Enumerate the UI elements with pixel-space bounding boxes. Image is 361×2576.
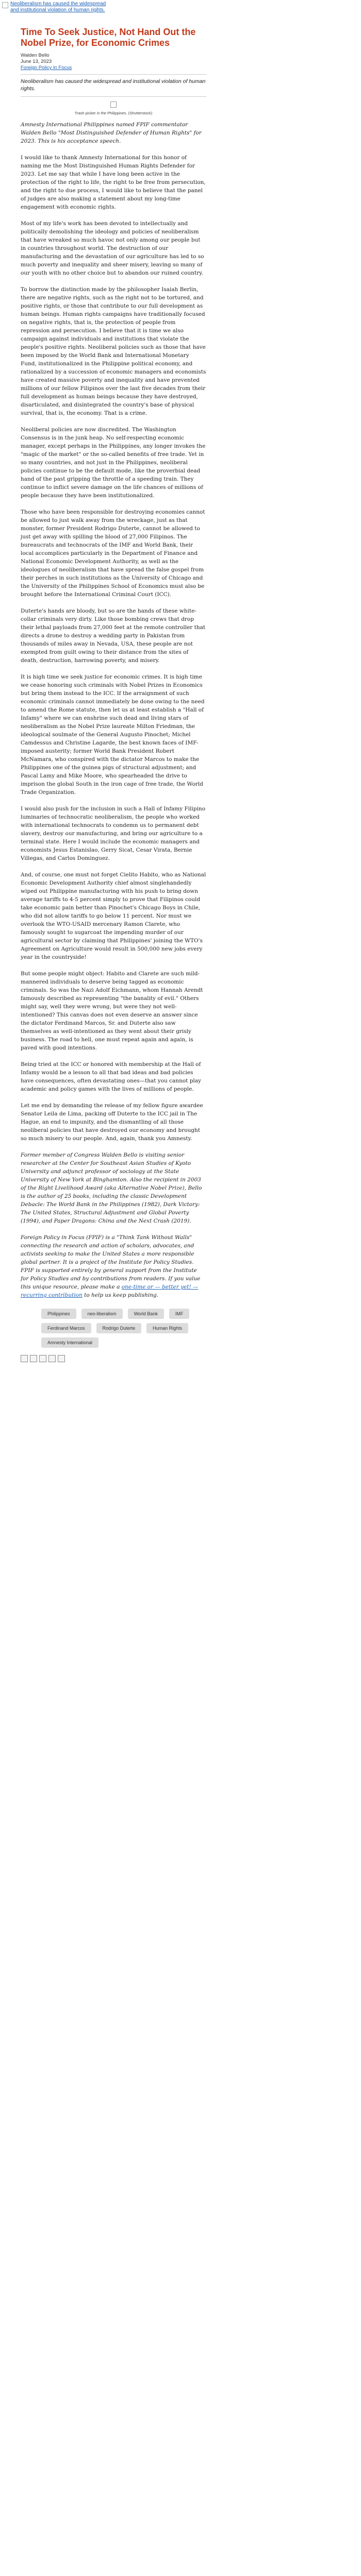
article-subhead: Neoliberalism has caused the widespread and institutional violation of human rights. [21,78,206,92]
share-icon[interactable] [39,1355,46,1362]
tag-amnesty-international[interactable]: Amnesty International [41,1337,99,1348]
body-paragraph: To borrow the distinction made by the philosopher Isaiah Berlin, there are negative rights, such as the right not to be tortured, and positive rights, or those that contribute to our full development as human beings. Human rights campaigns have traditionally focused on negative rights, that is, the protection of people from repression and persecution. I believe that it is time we also campaign against individuals and institutions that violate the people's positive rights. Neoliberal policies such as those that have been imposed by the World Bank and International Monetary Fund, institutionalized in the Philippine political economy, and rationalized by a succession of economic managers and economists have created massive poverty and inequality and have prevented millions of our fellow Filipinos over the last five decades from their full development as human beings because they have destroyed, disarticulated, and disintegrated the country's base of physical survival, that is, the economy. That is a crime. [21,286,206,416]
body-paragraph: And, of course, one must not forget Cielito Habito, who as National Economic Development Authority chief almost singlehandedly wiped out Philippine manufacturing with his push to bring down average tariffs to 4-5 percent simply to prove that Filipinos could take economic pain better than Pinochet's Chicago Boys in Chile, who did not allow tariffs to go below 11 percent. Nor must we overlook the WTO-USAID mercenary Ramon Clarete, who famously sought to sugarcoat the impending murder of our agricultural sector by claiming that Philippines' joining the WTO's Agreement on Agriculture would result in 500,000 new jobs every year in the countryside! [21,872,206,960]
share-icon[interactable] [21,1355,28,1362]
body-paragraph: I would also push for the inclusion in such a Hall of Infamy Filipino luminaries of technocratic neoliberalism, the people who worked with international technocrats to condemn us to permanent debt slavery, destroy our manufacturing, and bring our agriculture to a terminal state. Here I would include the economic managers and economists Jesus Estanislao, Gerry Sicat, Cesar Virata, Bernie Villegas, and Carlos Dominguez. [21,806,206,861]
outlet-link[interactable]: Foreign Policy In Focus [21,65,72,71]
tag-world-bank[interactable]: World Bank [128,1309,164,1319]
body-paragraph: Those who have been responsible for destroying economies cannot be allowed to just walk away from the wreckage, just as that monster, former President Rodrigo Duterte, cannot be allowed to just get away with spilling the blood of 27,000 Filipinos. The bureaucrats and technocrats of the IMF and World Bank, their local accomplices particularly in the Department of Finance and National Economic Development Authority, as well as the ideologues of neoliberalism that have spread the false gospel from their perches in such institutions as the University of Chicago and the University of the Philippines School of Economics must also be brought before the International Criminal Court (ICC). [21,509,205,598]
body-paragraph: Neoliberal policies are now discredited. The Washington Consensus is in the junk heap. No self-respecting economic manager, except perhaps in the Philippines, any longer invokes the "magic of the market" or the so-called benefits of free trade. Yet in so many countries, and not just in the Philippines, neoliberal policies continue to be the default mode, like the proverbial dead hand of the past gripping the throttle of a speeding train. They continue to inflict severe damage on the life chances of millions of people because they have been institutionalized. [21,427,206,499]
image-caption: Trash picker in the Philippines. (Shutterstock) [74,111,153,115]
tag-philippines[interactable]: Philippines [41,1309,76,1319]
article [21,22,206,1366]
author-bio: Former member of Congress Walden Bello is visiting senior researcher at the Center for Southeast Asian Studies of Kyoto University and adjunct professor of sociology at the State University of New York at Binghamton. Also the recipient in 2003 of the Right Livelihood Award (aka Alternative Nobel Prize), Bello is the author of 25 books, including the classic Development Debacle: The World Bank in the Philippines (1982), Dark Victory: The United States, Structural Adjustment and Global Poverty (1994), and Paper Dragons: China and the Next Crash (2019). [21,1152,202,1224]
article-meta [21,53,206,71]
fpif-note-intro: Foreign Policy in Focus (FPIF) is a "Think Tank Without Walls" connecting the research and action of scholars, advocates, and activists seeking to make the United States a more responsible global partner. It is a project of the Institute for Policy Studies. FPIF is supported entirely by general support from the Institute for Policy Studies and by contributions from readers. If you value this unique resource, please make a [21,1234,201,1290]
body-paragraph: Most of my life's work has been devoted to intellectually and politically demolishing the ideology and policies of neoliberalism that have wreaked so much havoc not only among our people but in countries throughout world. The destruction of our manufacturing and the devastation of our agriculture has led to so much poverty and inequality and sheer misery, leaving so many of our youth with no other choice but to abandon our ruined country. [21,221,204,276]
share-icon[interactable] [30,1355,37,1362]
donate-link[interactable]: one-time or — better yet! — recurring contribution [21,1284,199,1298]
intro-paragraph: Amnesty International Philippines named FPIF commentator Walden Bello "Most Distinguished Defender of Human Rights" for 2023. This is his acceptance speech. [21,122,202,144]
article-title[interactable]: Time To Seek Justice, Not Hand Out the Nobel Prize, for Economic Crimes [21,27,196,48]
share-bar [21,1355,206,1362]
body-paragraph: I would like to thank Amnesty International for this honor of naming me the Most Distinguished Human Rights Defender for 2023. Let me say that while I have long been active in the protection of the right to life, the right to be free from persecution, and the right to due process, I would like to believe that the panel of judges are also making a statement about my long-time engagement with economic rights. [21,155,206,210]
divider [21,74,206,75]
body-paragraph: Being tried at the ICC or honored with membership at the Hall of Infamy would be a lesson to all that bad ideas and bad policies have consequences, often devastating ones—that you cannot play academic and policy games with the lives of millions of people. [21,1061,201,1092]
body-paragraph: Let me end by demanding the release of my fellow figure awardee Senator Leila de Lima, packing off Duterte to the ICC jail in The Hague, an end to impunity, and the dismantling of all those neoliberal policies that have destroyed our economy and brought so much misery to our people. And, again, thank you Amnesty. [21,1103,203,1142]
header-banner[interactable] [2,1,113,20]
share-icon[interactable] [48,1355,56,1362]
tag-human-rights[interactable]: Human Rights [146,1323,188,1333]
tag-imf[interactable]: IMF [169,1309,190,1319]
body-paragraph: Duterte's hands are bloody, but so are the hands of these white-collar criminals very dirty. Like those bombing crews that drop their lethal payloads from 27,000 feet at the remote controller that directs a drone to destroy a wedding party in Pakistan from thousands of miles away in Nevada, USA, these people are not exempted from guilt owing to their distance from the sites of death, destruction, harrowing poverty, and misery. [21,608,206,664]
body-paragraph: But some people might object: Habito and Clarete are such mild-mannered individuals to deserve being tagged as economic criminals. So was the Nazi Adolf Eichmann, whom Hannah Arendt famously described as representing "the banality of evil." Others might say, well they were wrong, but were they not well-intentioned? This canvas does not even deserve an answer since the dictator Ferdinand Marcos, Sr. and Duterte also saw themselves as well-intentioned as they went about their grisly business. The road to hell, one must repeat again and again, is paved with good intentions. [21,971,203,1051]
divider [21,96,206,97]
publish-date: June 13, 2023 [21,59,52,64]
author-name: Walden Bello [21,53,50,58]
image-placeholder-icon [110,101,117,108]
tag-neo-liberalism[interactable]: neo-liberalism [81,1309,123,1319]
tag-ferdinand-marcos[interactable]: Ferdinand Marcos [41,1323,91,1333]
fpif-note [21,1233,206,1299]
tag-list [41,1309,196,1348]
tag-rodrigo-duterte[interactable]: Rodrigo Duterte [96,1323,142,1333]
banner-alt-text[interactable]: Neoliberalism has caused the widespread and institutional violation of human rights. [10,1,106,13]
share-icon[interactable] [58,1355,65,1362]
broken-image-icon [2,2,8,8]
fpif-note-outro: to help us keep publishing. [84,1292,159,1298]
article-figure [21,100,206,115]
body-paragraph: It is high time we seek justice for economic crimes. It is high time we cease honoring such criminals with Nobel Prizes in Economics but bring them instead to the ICC. If the arraignment of such economic criminals cannot immediately be done owing to the need to amend the Rome statute, then let us at least establish a "Hall of Infamy" where we can enshrine such dead and living stars of neoliberalism as the Nobel Prize laureate Milton Friedman, the ideological soulmate of the General Augusto Pinochet; Michel Camdessus and Christine Lagarde, the best known faces of IMF-imposed austerity; former World Bank President Robert McNamara, who conspired with the dictator Marcos to make the Philippines one of the guinea pigs of structural adjustment; and Pascal Lamy and Mike Moore, who spearheaded the drive to imprison the global South in the iron cage of free trade, the World Trade Organization. [21,674,205,795]
